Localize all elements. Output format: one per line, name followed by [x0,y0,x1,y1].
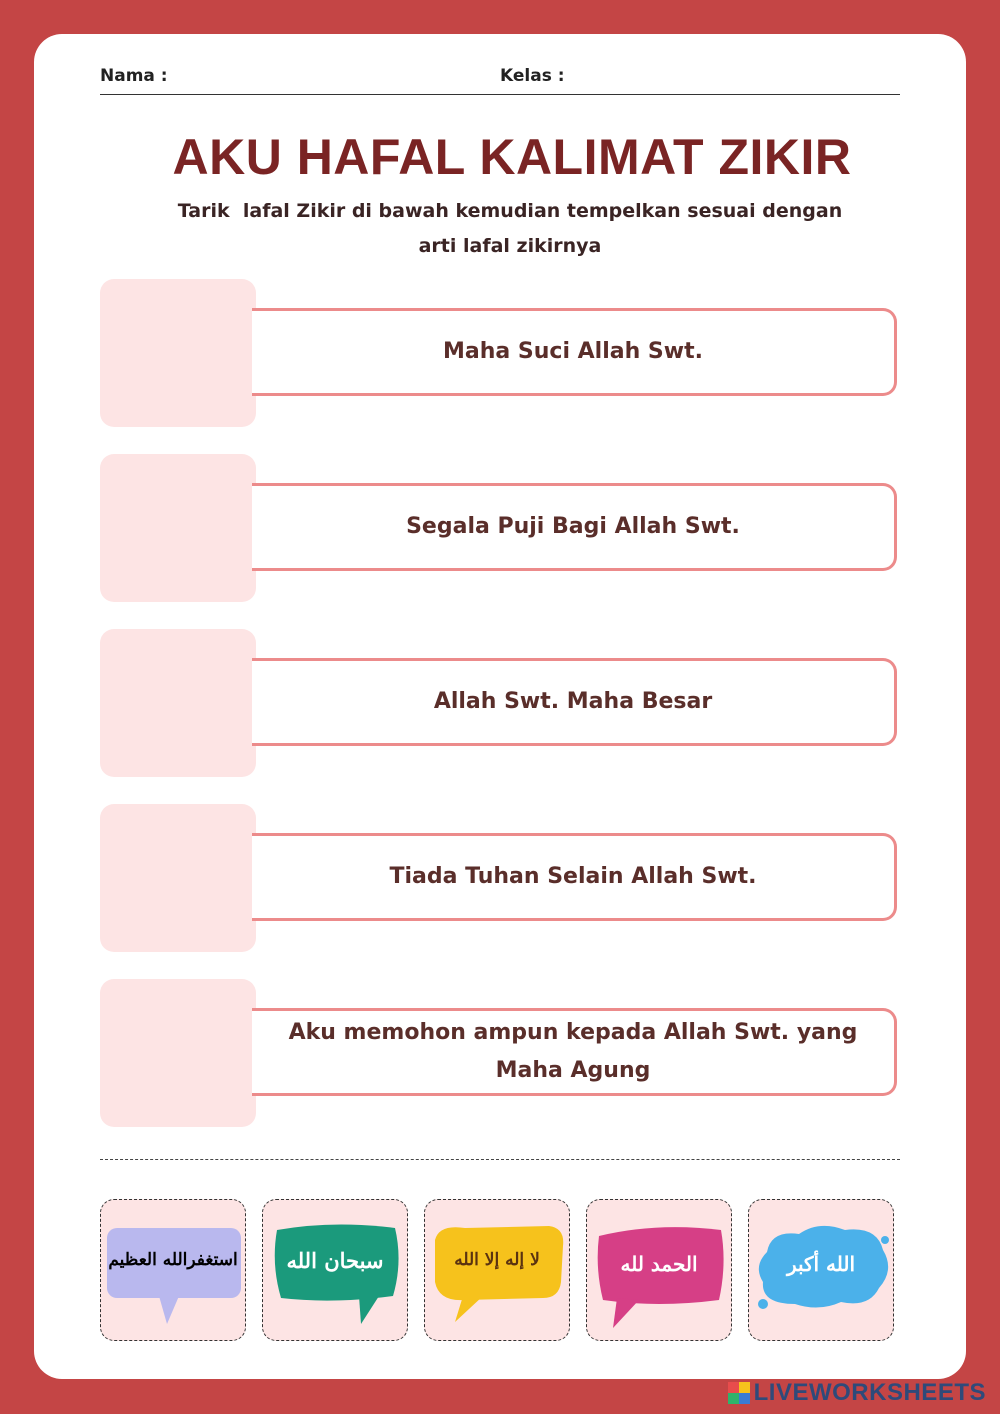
instruction [170,194,850,264]
meaning-box-4 [252,833,897,921]
zikir-card-takbir[interactable] [748,1199,894,1341]
meaning-text-4: Tiada Tuhan Selain Allah Swt. [389,864,757,889]
meaning-box-1 [252,308,897,396]
drop-zone-1[interactable] [100,279,256,427]
meaning-text-5: Aku memohon ampun kepada Allah Swt. yang Maha Agung [288,1020,858,1083]
meaning-box-2 [252,483,897,571]
drop-zone-3[interactable] [100,629,256,777]
name-label: Nama : [100,66,168,86]
zikir-text-tasbih: سبحان الله [286,1248,384,1273]
zikir-text-istighfar: استغفرالله العظيم [108,1250,238,1270]
drop-zone-2[interactable] [100,454,256,602]
match-row-3 [100,629,900,779]
liveworksheets-logo [728,1380,986,1406]
meaning-box-3 [252,658,897,746]
student-info-line [100,66,900,95]
class-label: Kelas : [500,66,565,86]
zikir-card-istighfar[interactable] [100,1199,246,1341]
watermark-text: LIVEWORKSHEETS [753,1379,986,1406]
match-row-4 [100,804,900,954]
instruction-line-2: arti lafal zikirnya [418,235,602,257]
lavender-speech-bubble-icon [101,1200,247,1342]
zikir-text-tahmid: الحمد لله [620,1252,698,1276]
zikir-card-tasbih[interactable] [262,1199,408,1341]
meaning-text-3: Allah Swt. Maha Besar [433,689,713,714]
meaning-box-5 [252,1008,897,1096]
match-row-5 [100,979,900,1129]
zikir-text-takbir: الله أكبر [786,1252,856,1276]
zikir-text-tahlil: لا إله إلا الله [454,1250,540,1270]
meaning-text-1: Maha Suci Allah Swt. [443,339,703,364]
cut-line [100,1159,900,1160]
zikir-card-tahmid[interactable] [586,1199,732,1341]
page-title: AKU HAFAL KALIMAT ZIKIR [172,129,852,185]
match-row-2 [100,454,900,604]
drop-zone-5[interactable] [100,979,256,1127]
liveworksheets-icon [728,1382,750,1404]
yellow-speech-bubble-icon [425,1200,571,1342]
zikir-card-tahlil[interactable] [424,1199,570,1341]
match-row-1 [100,279,900,429]
instruction-line-1: Tarik lafal Zikir di bawah kemudian tempelkan sesuai dengan [177,200,843,222]
meaning-text-2: Segala Puji Bagi Allah Swt. [406,514,740,539]
drop-zone-4[interactable] [100,804,256,952]
